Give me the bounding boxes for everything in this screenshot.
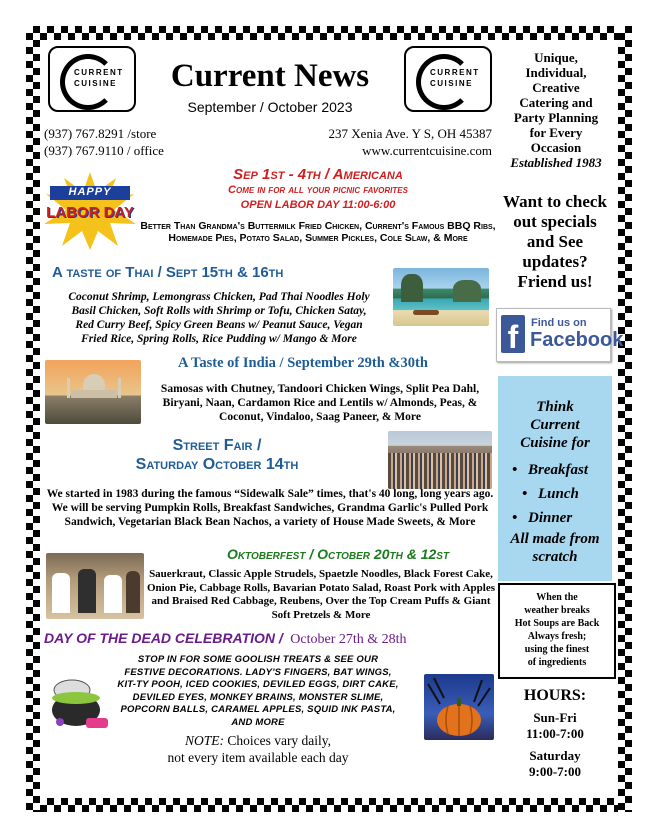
logo-line1: CURRENT <box>74 68 124 77</box>
soups-line: Hot Soups are Back <box>514 618 600 629</box>
note-label: NOTE: <box>184 733 224 748</box>
cauldron-icon <box>46 674 114 734</box>
street-fair-photo <box>388 431 492 489</box>
americana-title: Sep 1st - 4th / Americana <box>233 166 403 183</box>
facebook-button[interactable] <box>496 308 624 362</box>
hours-block <box>498 686 612 780</box>
tagline-line: Creative <box>532 80 580 95</box>
soups-box <box>498 583 616 679</box>
day-of-dead-body: STOP IN FOR SOME GOOLISH TREATS & SEE OUR FESTIVE DECORATIONS. LADY'S FINGERS, BAT WINGS, KIT-TY POOH, ICED COOKIES, DEVILED EGGS, DIRT CAKE, DEVILED EYES, MONKEY BRAINS, MONSTER SLIME, POPCORN BALLS, CARAMEL APPLES, SQUID INK PASTA, AND MORE <box>117 654 399 728</box>
thai-photo <box>393 268 489 326</box>
bullet-icon: • <box>512 462 518 478</box>
established: Established 1983 <box>510 155 602 170</box>
thai-rock <box>453 280 481 302</box>
think-item <box>512 482 612 506</box>
tagline-line: for Every <box>529 125 583 140</box>
think-panel <box>498 376 612 581</box>
dancer <box>104 575 122 613</box>
americana-sub1: Come in for all your picnic favorites <box>228 184 408 196</box>
day-of-dead-title <box>44 630 496 648</box>
page-title: Current News <box>170 58 370 94</box>
border-right <box>618 26 632 812</box>
street-fair-title1: Street Fair / <box>172 437 262 454</box>
dancer <box>78 569 96 613</box>
dancer <box>126 571 140 613</box>
logo-line1: CURRENT <box>430 68 480 77</box>
thai-title: A taste of Thai / Sept 15th & 16th <box>52 264 284 281</box>
note-line1 <box>116 733 400 749</box>
soups-line: weather breaks <box>524 605 590 616</box>
oktoberfest-title: Oktoberfest / October 20th & 12st <box>226 546 450 562</box>
thai-rock <box>401 274 423 302</box>
think-list <box>512 458 612 530</box>
think-line3: Cuisine for <box>520 435 590 451</box>
tagline-line: Catering and <box>519 95 593 110</box>
logo-left <box>48 46 136 112</box>
hours-time1: 11:00-7:00 <box>526 726 584 741</box>
facebook-line1: Find us on <box>531 317 587 329</box>
india-photo <box>45 360 141 424</box>
social-callout: Want to check out specials and See updates? Friend us! <box>503 192 607 291</box>
tagline-line: Occasion <box>530 140 582 155</box>
oktoberfest-photo <box>46 553 144 619</box>
soups-text <box>500 591 614 669</box>
taj-minaret <box>118 378 121 398</box>
bullet-icon: • <box>522 486 528 502</box>
think-line1: Think <box>536 399 574 415</box>
tagline-line: Unique, <box>534 50 578 65</box>
cauldron-illustration <box>46 674 114 734</box>
india-title: A Taste of India / September 29th &30th <box>178 355 428 371</box>
phone-office: (937) 767.9110 / office <box>44 143 164 158</box>
logo-line2: CUISINE <box>430 79 473 88</box>
dancer <box>52 573 70 613</box>
logo-line2: CUISINE <box>74 79 117 88</box>
address: 237 Xenia Ave. Y S, OH 45387 <box>328 126 492 141</box>
street-fair-title2: Saturday October 14th <box>135 456 299 473</box>
hours-days2: Saturday <box>529 748 581 763</box>
americana-sub2: OPEN LABOR DAY 11:00-6:00 <box>240 199 396 211</box>
soups-line: When the <box>536 592 578 603</box>
border-top <box>26 26 632 40</box>
street-fair-body: We started in 1983 during the famous “Sidewalk Sale” times, that's 40 long, long years ago. We will be serving Pumpkin Rolls, Breakfast Sandwiches, Grandma Garlic's Pulled Pork Sandwich, Vegetarian Black Bean Nachos, a variety of House Made Sweets, & More <box>46 488 494 528</box>
hours-time2: 9:00-7:00 <box>529 764 581 779</box>
hours-days1: Sun-Fri <box>533 710 577 725</box>
india-body: Samosas with Chutney, Tandoori Chicken Wings, Split Pea Dahl, Biryani, Naan, Cardamon Rice and Lentils w/ Almonds, Peas, & Coconut, Vindaloo, Saag Paneer, & More <box>160 383 480 423</box>
thai-boat <box>413 310 439 315</box>
bullet-icon: • <box>512 510 518 526</box>
taj-base <box>71 390 117 398</box>
thai-body: Coconut Shrimp, Lemongrass Chicken, Pad Thai Noodles Holy Basil Chicken, Soft Rolls with Shrimp or Tofu, Chicken Satay, Red Curry Beef, Spicy Green Beans w/ Peanut Sauce, Vegan Fried Rice, Spring Rolls, Rice Pudding w/ Mango & More <box>68 291 370 345</box>
oktoberfest-body: Sauerkraut, Classic Apple Strudels, Spaetzle Noodles, Black Forest Cake, Onion Pie, Cabbage Rolls, Bavarian Potato Salad, Roast Pork with Apples and Braised Red Cabbage, Reubens, Over the Top Cream Puffs & Giant Soft Pretzels & More <box>146 568 496 621</box>
day-of-dead-title-a: DAY OF THE DEAD CELEBRATION / <box>44 630 283 646</box>
note-text1: Choices vary daily, <box>223 733 332 748</box>
americana-body: Better Than Grandma's Buttermilk Fried Chicken, Current's Famous BBQ Ribs, Homemade Pies, Potato Salad, Summer Pickles, Cole Slaw, & More <box>140 220 496 244</box>
tagline-line: Party Planning <box>513 110 599 125</box>
think-footer: All made from scratch <box>510 531 600 565</box>
soups-line: using the finest <box>524 644 590 655</box>
think-item-label: Dinner <box>528 510 573 526</box>
think-item <box>512 506 612 530</box>
pumpkin-photo <box>424 674 494 740</box>
badge-happy: HAPPY <box>68 186 112 198</box>
think-item-label: Lunch <box>538 486 579 502</box>
note-line2: not every item available each day <box>167 750 349 765</box>
phone-store: (937) 767.8291 /store <box>44 126 157 141</box>
soups-line: Always fresh; <box>527 631 587 642</box>
border-left <box>26 26 40 812</box>
tagline-line: Individual, <box>525 65 587 80</box>
taj-minaret <box>67 378 70 398</box>
facebook-line2: Facebook <box>530 329 624 351</box>
labor-day-badge <box>42 172 138 250</box>
facebook-icon: f <box>501 315 525 353</box>
think-heading <box>498 398 612 452</box>
hours-title: HOURS: <box>523 687 587 704</box>
soups-line: of ingredients <box>527 657 587 668</box>
issue-date: September / October 2023 <box>187 99 353 115</box>
badge-labor-day: LABOR DAY <box>46 204 134 221</box>
tagline <box>500 50 612 170</box>
think-line2: Current <box>530 417 580 433</box>
think-item <box>512 458 612 482</box>
day-of-dead-title-b: October 27th & 28th <box>290 632 407 647</box>
logo-right <box>404 46 492 112</box>
border-bottom <box>26 798 632 812</box>
think-item-label: Breakfast <box>528 462 588 478</box>
pumpkin-icon <box>424 674 494 740</box>
website-link[interactable]: www.currentcuisine.com <box>362 143 492 158</box>
crowd <box>388 453 492 489</box>
